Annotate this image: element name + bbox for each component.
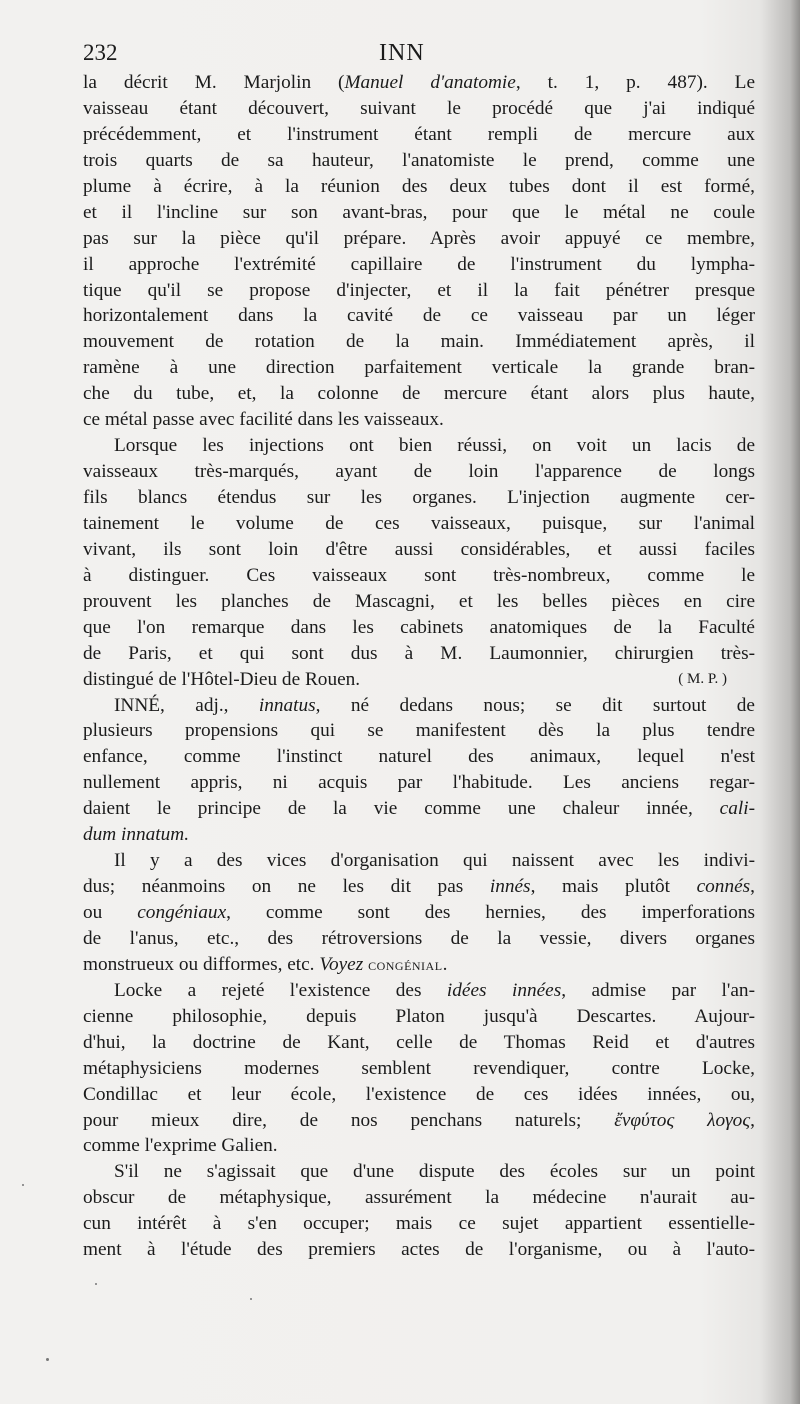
text-segment: vivant, ils sont loin d'être aussi considérables, et aussi faciles xyxy=(83,538,755,560)
text-segment: de l'anus, etc., des rétroversions de la vessie, divers organes xyxy=(83,927,755,949)
text-line xyxy=(83,226,755,252)
text-segment: distingué de l'Hôtel-Dieu de Rouen. xyxy=(83,668,361,690)
italic-text: Voyez xyxy=(319,953,364,975)
text-segment: daient le principe de la vie comme une chaleur innée, xyxy=(83,798,720,820)
text-line xyxy=(83,718,755,744)
text-line xyxy=(83,693,755,719)
text-segment: . xyxy=(442,953,448,975)
text-segment: il approche l'extrémité capillaire de l'instrument du lympha- xyxy=(83,253,755,275)
paper-speck xyxy=(250,1298,252,1300)
text-segment: INNÉ, adj., xyxy=(114,694,259,716)
text-segment: que l'on remarque dans les cabinets anatomiques de la Faculté xyxy=(83,616,755,638)
text-segment: dus; néanmoins on ne les dit pas xyxy=(83,876,490,898)
text-line xyxy=(83,174,755,200)
text-line xyxy=(83,355,755,381)
text-line xyxy=(83,1211,755,1237)
text-line xyxy=(83,252,755,278)
italic-text: cali- xyxy=(719,798,755,820)
italic-text: idées innées xyxy=(446,979,562,1001)
text-segment: fils blancs étendus sur les organes. L'injection augmente cer- xyxy=(83,487,755,508)
text-line xyxy=(83,900,755,926)
text-segment: précédemment, et l'instrument étant rempli de mercure aux xyxy=(83,123,755,145)
text-segment: mouvement de rotation de la main. Immédiatement après, il xyxy=(83,331,755,353)
text-line xyxy=(83,848,755,874)
text-line xyxy=(83,667,755,693)
text-line xyxy=(83,1185,755,1211)
text-segment: , xyxy=(750,876,755,898)
paper-speck xyxy=(95,1283,97,1285)
text-line xyxy=(83,1030,755,1056)
text-line xyxy=(83,1004,755,1030)
text-segment: plume à écrire, à la réunion des deux tubes dont il est formé, xyxy=(83,175,755,197)
italic-text: dum innatum. xyxy=(83,824,190,846)
text-segment: métaphysiciens modernes semblent revendiquer, contre Locke, xyxy=(83,1057,755,1079)
text-segment: la décrit M. Marjolin ( xyxy=(83,72,345,93)
text-segment: et il l'incline sur son avant-bras, pour que le métal ne coule xyxy=(83,201,755,223)
body-text xyxy=(83,70,755,1263)
text-segment: obscur de métaphysique, assurément la médecine n'aurait au- xyxy=(83,1187,755,1209)
text-segment: Lorsque les injections ont bien réussi, on voit un lacis de xyxy=(114,435,755,457)
text-segment: , né dedans nous; se dit surtout de xyxy=(315,694,755,716)
text-segment: Locke a rejeté l'existence des xyxy=(114,979,447,1001)
text-line xyxy=(83,926,755,952)
paper-speck xyxy=(22,1184,24,1186)
text-segment: nullement appris, ni acquis par l'habitude. Les anciens regar- xyxy=(83,772,755,794)
text-segment: cun intérêt à s'en occuper; mais ce sujet appartient essentielle- xyxy=(83,1213,755,1235)
text-line xyxy=(83,433,755,459)
italic-text: congéniaux xyxy=(137,902,227,923)
text-line xyxy=(83,148,755,174)
italic-text: ἔνφύτος λογος xyxy=(614,1109,751,1131)
text-segment: ce métal passe avec facilité dans les vaisseaux. xyxy=(83,409,444,431)
text-line xyxy=(83,796,755,822)
text-segment: pour mieux dire, de nos penchans naturels; xyxy=(83,1109,615,1131)
text-line xyxy=(83,278,755,304)
text-segment: , xyxy=(750,1109,755,1131)
text-segment: , comme sont des hernies, des imperforations xyxy=(226,902,755,923)
text-line xyxy=(83,96,755,122)
text-segment: ou xyxy=(83,902,138,923)
text-line xyxy=(83,1108,755,1134)
text-segment: ramène à une direction parfaitement verticale la grande bran- xyxy=(83,357,755,379)
text-line xyxy=(83,537,755,563)
italic-text: innatus xyxy=(258,694,316,716)
italic-text: innés xyxy=(489,876,531,898)
text-segment: d'hui, la doctrine de Kant, celle de Thomas Reid et d'autres xyxy=(83,1031,755,1053)
text-line xyxy=(83,459,755,485)
text-line xyxy=(83,329,755,355)
text-line xyxy=(83,122,755,148)
text-segment: trois quarts de sa hauteur, l'anatomiste le prend, comme une xyxy=(83,149,755,171)
signature-line-text xyxy=(83,667,360,693)
text-line xyxy=(83,1082,755,1108)
text-segment: enfance, comme l'instinct naturel des animaux, lequel n'est xyxy=(83,746,755,768)
text-segment: horizontalement dans la cavité de ce vaisseau par un léger xyxy=(83,305,755,327)
text-segment: vaisseau étant découvert, suivant le procédé que j'ai indiqué xyxy=(83,97,755,119)
text-segment: plusieurs propensions qui se manifestent dès la plus tendre xyxy=(83,720,755,742)
text-line xyxy=(83,744,755,770)
text-segment: ment à l'étude des premiers actes de l'organisme, ou à l'auto- xyxy=(83,1239,755,1261)
text-line xyxy=(83,1159,755,1185)
author-initials: ( M. P. ) xyxy=(678,670,727,687)
text-line xyxy=(83,1056,755,1082)
text-line xyxy=(83,1237,755,1263)
text-line xyxy=(83,615,755,641)
running-head: INN xyxy=(379,40,425,66)
text-line xyxy=(83,381,755,407)
text-segment: à distinguer. Ces vaisseaux sont très-nombreux, comme le xyxy=(83,564,755,586)
text-line xyxy=(83,200,755,226)
page-number: 232 xyxy=(83,40,118,65)
text-line xyxy=(83,511,755,537)
text-line xyxy=(83,485,755,511)
text-segment: , mais plutôt xyxy=(530,876,697,898)
text-segment: S'il ne s'agissait que d'une dispute des écoles sur un point xyxy=(114,1161,755,1183)
text-line xyxy=(83,303,755,329)
text-line xyxy=(83,589,755,615)
italic-text: Manuel d'anatomie xyxy=(344,72,516,93)
paper-speck xyxy=(46,1358,49,1361)
text-segment: comme l'exprime Galien. xyxy=(83,1135,278,1157)
text-segment: tique qu'il se propose d'injecter, et il la fait pénétrer presque xyxy=(83,279,755,301)
text-line xyxy=(83,978,755,1004)
page-header xyxy=(83,40,757,72)
text-segment: tainement le volume de ces vaisseaux, puisque, sur l'animal xyxy=(83,512,755,534)
text-line xyxy=(83,407,755,433)
italic-text: connés xyxy=(696,876,751,898)
text-line xyxy=(83,874,755,900)
text-segment: pas sur la pièce qu'il prépare. Après avoir appuyé ce membre, xyxy=(83,227,755,249)
text-line xyxy=(83,70,755,96)
text-segment: monstrueux ou difformes, etc. xyxy=(83,953,320,975)
text-segment: che du tube, et, la colonne de mercure étant alors plus haute, xyxy=(83,383,755,405)
text-line xyxy=(83,641,755,667)
text-segment: Il y a des vices d'organisation qui naissent avec les indivi- xyxy=(114,850,755,872)
text-line xyxy=(83,822,755,848)
text-line xyxy=(83,770,755,796)
text-segment: prouvent les planches de Mascagni, et les belles pièces en cire xyxy=(83,590,755,612)
text-segment: , admise par l'an- xyxy=(561,979,755,1001)
text-segment: Condillac et leur école, l'existence de ces idées innées, ou, xyxy=(83,1083,755,1105)
text-segment: de Paris, et qui sont dus à M. Laumonnier, chirurgien très- xyxy=(83,642,755,664)
small-caps-text: congénial xyxy=(368,954,443,974)
text-segment: , t. 1, p. 487). Le xyxy=(515,72,755,93)
text-line xyxy=(83,952,755,978)
text-line xyxy=(83,563,755,589)
text-segment: vaisseaux très-marqués, ayant de loin l'apparence de longs xyxy=(83,461,755,483)
text-segment: cienne philosophie, depuis Platon jusqu'à Descartes. Aujour- xyxy=(83,1005,755,1027)
text-line xyxy=(83,1133,755,1159)
